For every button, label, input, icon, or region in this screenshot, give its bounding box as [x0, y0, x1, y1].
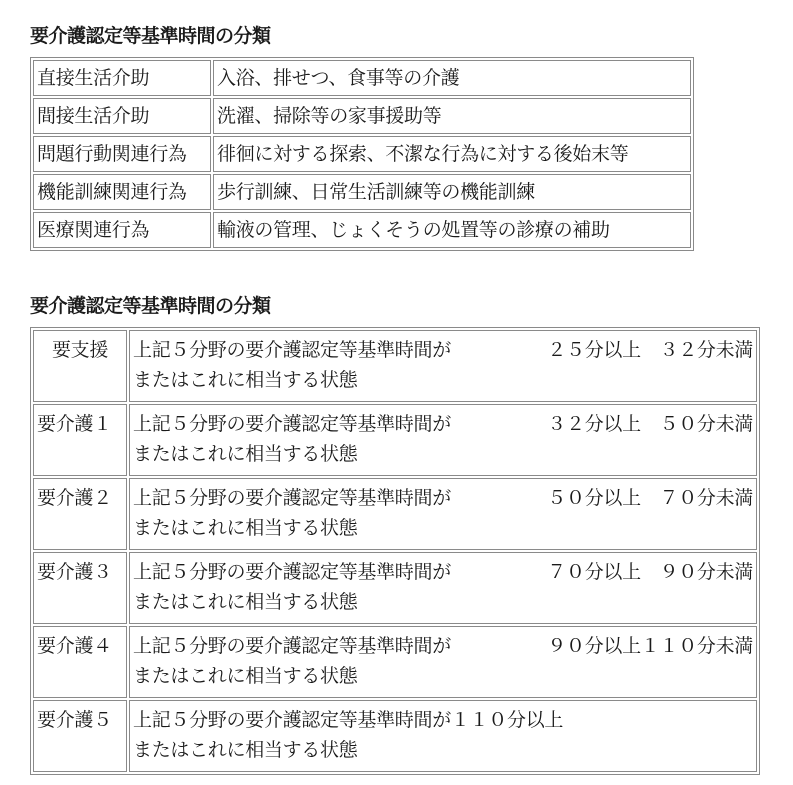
criteria-suffix: またはこれに相当する状態 — [133, 665, 358, 687]
category-description: 歩行訓練、日常生活訓練等の機能訓練 — [213, 174, 691, 210]
table-row — [33, 60, 691, 96]
time-range: ２５分以上 ３２分未満 — [528, 339, 753, 361]
category-label: 医療関連行為 — [33, 212, 211, 248]
time-range: ５０分以上 ７０分未満 — [528, 487, 753, 509]
section-title-care-time-categories: 要介護認定等基準時間の分類 — [30, 25, 271, 47]
care-level-table — [30, 327, 760, 775]
criteria-suffix: またはこれに相当する状態 — [133, 591, 358, 613]
category-label: 直接生活介助 — [33, 60, 211, 96]
care-level-description — [129, 552, 757, 624]
care-level-label: 要介護３ — [33, 552, 127, 624]
table-row — [33, 700, 757, 772]
criteria-prefix: 上記５分野の要介護認定等基準時間が — [133, 635, 451, 657]
criteria-suffix: またはこれに相当する状態 — [133, 517, 358, 539]
table-row — [33, 552, 757, 624]
category-description: 入浴、排せつ、食事等の介護 — [213, 60, 691, 96]
care-level-description — [129, 626, 757, 698]
care-level-label: 要支援 — [33, 330, 127, 402]
criteria-prefix: 上記５分野の要介護認定等基準時間が — [133, 413, 451, 435]
criteria-prefix: 上記５分野の要介護認定等基準時間が — [133, 487, 451, 509]
criteria-prefix: 上記５分野の要介護認定等基準時間が — [133, 561, 451, 583]
table-row — [33, 98, 691, 134]
category-label: 機能訓練関連行為 — [33, 174, 211, 210]
time-range: ９０分以上１１０分未満 — [528, 635, 753, 657]
care-level-label: 要介護１ — [33, 404, 127, 476]
table-row — [33, 404, 757, 476]
time-range: １１０分以上 — [450, 709, 564, 731]
care-level-label: 要介護５ — [33, 700, 127, 772]
criteria-prefix: 上記５分野の要介護認定等基準時間が — [133, 709, 451, 731]
category-label: 問題行動関連行為 — [33, 136, 211, 172]
time-range: ３２分以上 ５０分未満 — [528, 413, 753, 435]
criteria-suffix: またはこれに相当する状態 — [133, 369, 358, 391]
care-level-description — [129, 700, 757, 772]
category-description: 輸液の管理、じょくそうの処置等の診療の補助 — [213, 212, 691, 248]
table-row — [33, 626, 757, 698]
category-description: 徘徊に対する探索、不潔な行為に対する後始末等 — [213, 136, 691, 172]
section-title-care-levels: 要介護認定等基準時間の分類 — [30, 295, 271, 317]
category-label: 間接生活介助 — [33, 98, 211, 134]
table-row — [33, 212, 691, 248]
criteria-suffix: またはこれに相当する状態 — [133, 739, 358, 761]
care-level-description — [129, 330, 757, 402]
category-description: 洗濯、掃除等の家事援助等 — [213, 98, 691, 134]
care-level-description — [129, 404, 757, 476]
table-row — [33, 478, 757, 550]
table-row — [33, 174, 691, 210]
criteria-suffix: またはこれに相当する状態 — [133, 443, 358, 465]
table-row — [33, 136, 691, 172]
table-row — [33, 330, 757, 402]
care-level-label: 要介護２ — [33, 478, 127, 550]
care-level-description — [129, 478, 757, 550]
criteria-prefix: 上記５分野の要介護認定等基準時間が — [133, 339, 451, 361]
care-time-categories-table — [30, 57, 694, 251]
care-level-label: 要介護４ — [33, 626, 127, 698]
time-range: ７０分以上 ９０分未満 — [528, 561, 753, 583]
